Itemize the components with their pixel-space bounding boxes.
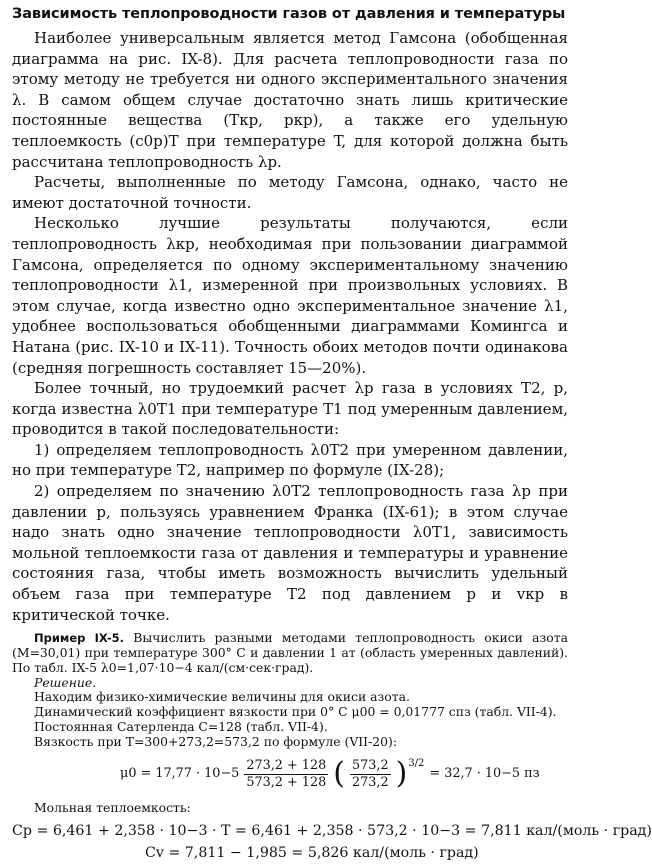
viscosity-formula: μ0 = 17,77 · 10−5 $\frac{273,2 + 128}{573,2 + 128}$ ( $\frac{573,2}{273,2}$ ) $^{3/2}$ = 32,7 · 10−5 пз (120, 756, 540, 792)
solution-step-5: Мольная теплоемкость: (34, 799, 191, 815)
example-text: Вычислить разными методами теплопроводность окиси азота (M=30,01) при температуре 300° C и давлении 1 ат (область умеренных давлений). По табл. IX-5 λ0=1,07·10−4 кал/(см·сек·град). (12, 630, 568, 675)
heat-capacity-cp-formula: Cp = 6,461 + 2,358 · 10−3 · T = 6,461 + 2,358 · 573,2 · 10−3 = 7,811 кал/(моль · град) (12, 823, 652, 840)
document-page (0, 6, 652, 867)
heat-capacity-cv-formula: Cv = 7,811 − 1,985 = 5,826 кал/(моль · град) (145, 845, 479, 862)
paragraph-3: Несколько лучшие результаты получаются, если теплопроводность λкр, необходимая при пользовании диаграммой Гамсона, определяется по одному экспериментальному значению теплопроводности λ1, измеренной при произвольных условиях. В этом случае, когда известно одно экспериментальное значение λ1, удобнее воспользоваться обобщенными диаграммами Комингса и Натана (рис. IX-10 и IX-11). Точность обоих методов почти одинакова (средняя погрешность составляет 15—20%). (12, 214, 568, 377)
section-heading: Зависимость теплопроводности газов от давления и температуры (12, 6, 566, 22)
paragraph-5: 1) определяем теплопроводность λ0T2 при умеренном давлении, но при температуре T2, например по формуле (IX-28); (12, 440, 568, 480)
paragraph-1: Наиболее универсальным является метод Гамсона (обобщенная диаграмма на рис. IX-8). Для расчета теплопроводности газа по этому методу не требуется ни одного экспериментального значения λ. В самом общем случае достаточно знать лишь критические постоянные вещества (Tкр, pкр), а также его удельную теплоемкость (c0p)T при температуре T, для которой должна быть рассчитана теплопроводность λp. (12, 29, 568, 171)
paragraph-6: 2) определяем по значению λ0T2 теплопроводность газа λp при давлении p, пользуясь уравнением Франка (IX-61); в этом случае надо знать одно значение теплопроводности λ0T1, зависимость мольной теплоемкости газа от давления и температуры и уравнение состояния газа, чтобы иметь возможность вычислить удельный объем газа при температуре T2 под давлением p и vкр в критической точке. (12, 482, 568, 624)
example-label: Пример IX-5. (34, 631, 124, 646)
formula-rhs: = 32,7 · 10−5 пз (429, 766, 540, 782)
fraction-1: $\frac{273,2 + 128}{573,2 + 128}$ (246, 757, 327, 790)
solution-step-3: Постоянная Сатерленда C=128 (табл. VII-4). (34, 719, 328, 734)
example-block (12, 631, 568, 675)
solution-label: Решение. (34, 674, 97, 690)
solution-step-4: Вязкость при T=300+273,2=573,2 по формуле (VII-20): (34, 733, 398, 749)
formula-lhs: μ0 = 17,77 · 10−5 (120, 766, 240, 782)
solution-step-1: Находим физико-химические величины для окиси азота. (34, 689, 410, 705)
paragraph-2: Расчеты, выполненные по методу Гамсона, однако, часто не имеют достаточной точности. (12, 173, 568, 212)
paragraph-4: Более точный, но трудоемкий расчет λp газа в условиях T2, p, когда известна λ0T1 при температуре T1 под умеренным давлением, проводится в такой последовательности: (12, 379, 568, 439)
power-exponent: 3/2 (408, 758, 425, 770)
fraction-2: $\frac{573,2}{273,2}$ (351, 757, 389, 790)
solution-step-2: Динамический коэффициент вязкости при 0° C μ00 = 0,01777 спз (табл. VII-4). (34, 704, 557, 720)
